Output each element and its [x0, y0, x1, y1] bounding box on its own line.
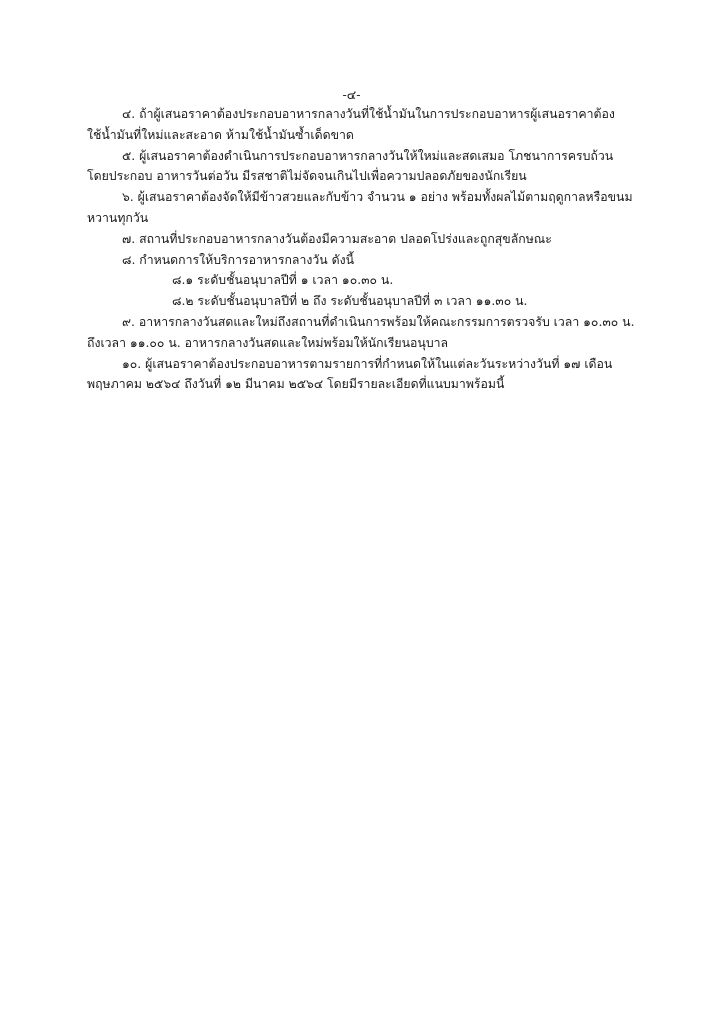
item-5-line-2: โดยประกอบ อาหารวันต่อวัน มีรสชาติไม่จัดจนเกินไปเพื่อความปลอดภัยของนักเรียน: [87, 169, 527, 184]
item-5-line-1: ๕. ผู้เสนอราคาต้องดำเนินการประกอบอาหารกลางวันให้ใหม่และสดเสมอ โภชนาการครบถ้วน: [122, 148, 614, 163]
item-4-line-1: ๔. ถ้าผู้เสนอราคาต้องประกอบอาหารกลางวันที่ใช้น้ำมันในการประกอบอาหารผู้เสนอราคาต้อง: [122, 107, 615, 121]
item-7: ๗. สถานที่ประกอบอาหารกลางวันต้องมีความสะอาด ปลอดโปร่งและถูกสุขลักษณะ: [122, 231, 552, 246]
item-10-line-2: พฤษภาคม ๒๕๖๔ ถึงวันที่ ๑๒ มีนาคม ๒๕๖๔ โดยมีรายละเอียดที่แนบมาพร้อมนี้: [87, 377, 505, 392]
document-body: [87, 104, 635, 395]
page-number: -๔-: [342, 87, 361, 102]
item-6-line-2: หวานทุกวัน: [87, 210, 149, 225]
item-6-line-1: ๖. ผู้เสนอราคาต้องจัดให้มีข้าวสวยและกับข้าว จำนวน ๑ อย่าง พร้อมทั้งผลไม้ตามฤดูกาลหรือขนม: [122, 190, 633, 205]
item-8-2: ๘.๒ ระดับชั้นอนุบาลปีที่ ๒ ถึง ระดับชั้นอนุบาลปีที่ ๓ เวลา ๑๑.๓๐ น.: [172, 294, 528, 309]
item-9-line-2: ถึงเวลา ๑๑.๐๐ น. อาหารกลางวันสดและใหม่พร้อมให้นักเรียนอนุบาล: [87, 335, 449, 350]
item-8-1: ๘.๑ ระดับชั้นอนุบาลปีที่ ๑ เวลา ๑๐.๓๐ น.: [172, 273, 394, 288]
item-9-line-1: ๙. อาหารกลางวันสดและใหม่ถึงสถานที่ดำเนินการพร้อมให้คณะกรรมการตรวจรับ เวลา ๑๐.๓๐ น.: [122, 314, 635, 329]
item-8: ๘. กำหนดการให้บริการอาหารกลางวัน ดังนี้: [122, 252, 354, 267]
item-4-line-2: ใช้น้ำมันที่ใหม่และสะอาด ห้ามใช้น้ำมันซ้ำเด็ดขาด: [87, 127, 354, 142]
item-10-line-1: ๑๐. ผู้เสนอราคาต้องประกอบอาหารตามรายการที่กำหนดให้ในแต่ละวันระหว่างวันที่ ๑๗ เดือน: [122, 356, 613, 371]
